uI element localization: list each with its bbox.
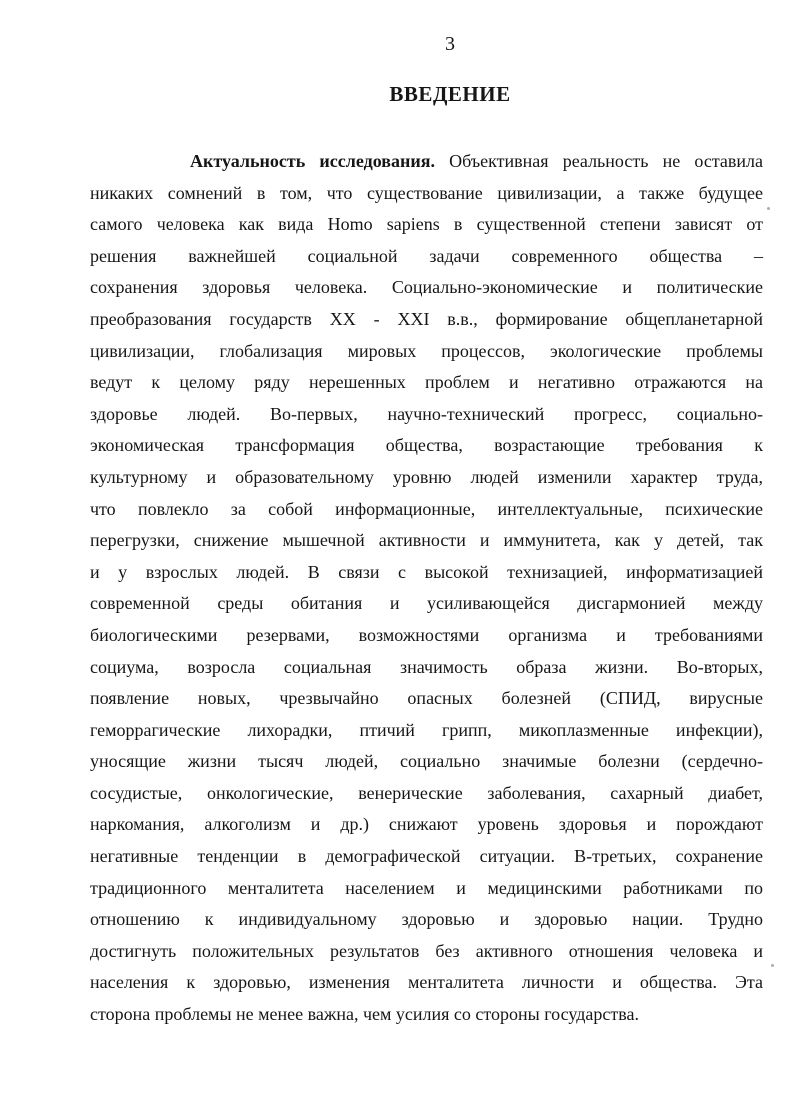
paragraph-line: биологическими резервами, возможностями организма и требованиями: [90, 624, 763, 645]
paragraph-line: ведут к целому ряду нерешенных проблем и негативно отражаются на: [90, 372, 763, 393]
paragraph-line: экономическая трансформация общества, возрастающие требования к: [90, 435, 763, 456]
paragraph-last-line: сторона проблемы не менее важна, чем усилия со стороны государства.: [90, 1004, 639, 1025]
paragraph-line: перегрузки, снижение мышечной активности и иммунитета, как у детей, так: [90, 530, 763, 551]
lead-phrase-rest: Объективная реальность не оставила: [449, 151, 763, 171]
paragraph-line: решения важнейшей социальной задачи современного общества –: [90, 245, 763, 266]
paragraph-line: цивилизации, глобализация мировых процессов, экологические проблемы: [90, 340, 763, 361]
paragraph-line: современной среды обитания и усиливающейся дисгармонией между: [90, 593, 763, 614]
paragraph-line: уносящие жизни тысяч людей, социально значимые болезни (сердечно-: [90, 751, 763, 772]
paragraph-line: что повлекло за собой информационные, интеллектуальные, психические: [90, 498, 763, 519]
paragraph-line: населения к здоровью, изменения менталитета личности и общества. Эта: [90, 972, 763, 993]
paragraph-line: социума, возросла социальная значимость образа жизни. Во-вторых,: [90, 656, 763, 677]
paragraph-line: негативные тенденции в демографической ситуации. В-третьих, сохранение: [90, 846, 763, 867]
paragraph-line: и у взрослых людей. В связи с высокой технизацией, информатизацией: [90, 561, 763, 582]
paragraph-line: появление новых, чрезвычайно опасных болезней (СПИД, вирусные: [90, 688, 763, 709]
paragraph-line: наркомания, алкоголизм и др.) снижают уровень здоровья и порождают: [90, 814, 763, 835]
paragraph-first-line: [90, 146, 763, 178]
lead-phrase-bold: Актуальность исследования.: [190, 151, 435, 171]
page-number: 3: [445, 33, 455, 55]
paragraph-line: традиционного менталитета населением и медицинскими работниками по: [90, 877, 763, 898]
scan-artifact-dot: [771, 964, 774, 967]
intro-paragraph: [90, 146, 763, 1031]
paragraph-line: отношению к индивидуальному здоровью и здоровью нации. Трудно: [90, 909, 763, 930]
paragraph-line: никаких сомнений в том, что существование цивилизации, а также будущее: [90, 182, 763, 203]
paragraph-line: сохранения здоровья человека. Социально-экономические и политические: [90, 277, 763, 298]
paragraph-line: здоровье людей. Во-первых, научно-технический прогресс, социально-: [90, 403, 763, 424]
paragraph-line: культурному и образовательному уровню людей изменили характер труда,: [90, 466, 763, 487]
paragraph-line: самого человека как вида Homo sapiens в существенной степени зависят от: [90, 214, 763, 235]
paragraph-line: преобразования государств XX - XXI в.в., формирование общепланетарной: [90, 308, 763, 329]
scan-artifact-dot: [767, 207, 770, 210]
paragraph-line: геморрагические лихорадки, птичий грипп, микоплазменные инфекции),: [90, 719, 763, 740]
paragraph-line: достигнуть положительных результатов без активного отношения человека и: [90, 940, 763, 961]
paragraph-line: сосудистые, онкологические, венерические заболевания, сахарный диабет,: [90, 782, 763, 803]
paragraph-lines: [90, 178, 763, 999]
document-title: ВВЕДЕНИЕ: [389, 82, 511, 106]
